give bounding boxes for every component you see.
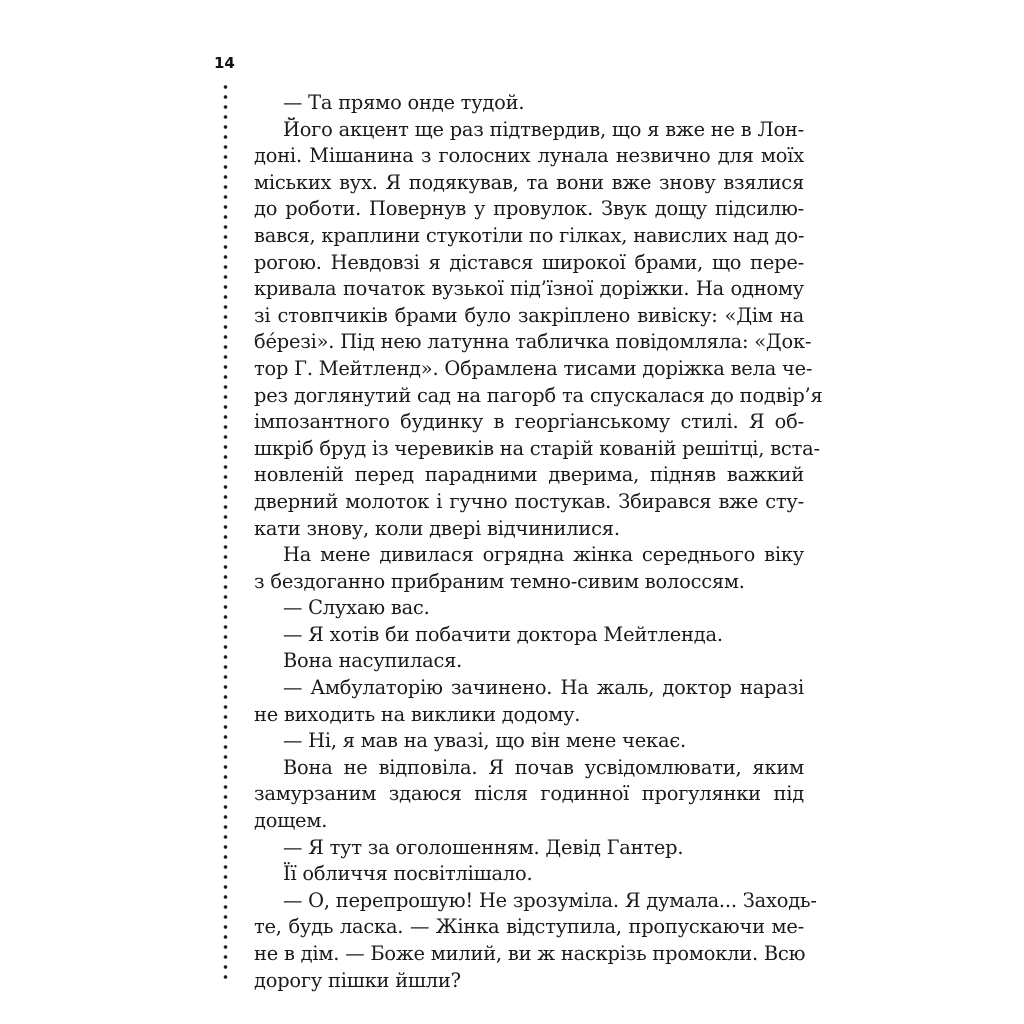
- text-line: рез доглянутий сад на пагорб та спускалася до подвір’я: [254, 383, 823, 407]
- text-line: кривала початок вузької під’їзної доріжки. На одному: [254, 277, 804, 301]
- text-line: замурзаним здаюся після годинної прогулянки під: [254, 782, 804, 806]
- text-line: новленій перед парадними дверима, підняв важкий: [254, 463, 804, 487]
- text-line: не виходить на виклики додому.: [254, 702, 581, 726]
- text-line: до роботи. Повернув у провулок. Звук дощу підсилю-: [254, 197, 804, 221]
- text-line: доні. Мішанина з голосних лунала незвично для моїх: [254, 144, 804, 168]
- text-line: Її обличчя посвітлішало.: [283, 862, 533, 886]
- text-line: — Я тут за оголошенням. Девід Гантер.: [283, 835, 684, 859]
- text-line: зі стовпчиків брами було закріплено вивіску: «Дім на: [254, 303, 804, 327]
- text-line: На мене дивилася огрядна жінка середнього віку: [283, 543, 804, 567]
- text-line: імпозантного будинку в георгіанському стилі. Я об-: [254, 410, 804, 434]
- text-line: дорогу пішки йшли?: [254, 968, 461, 992]
- text-line: тор Г. Мейтленд». Обрамлена тисами доріжка вела че-: [254, 356, 813, 380]
- text-line: Вона насупилася.: [283, 649, 463, 673]
- body-text: [254, 90, 823, 994]
- text-line: — О, перепрошую! Не зрозуміла. Я думала... Заходь-: [283, 888, 817, 912]
- text-line: кати знову, коли двері відчинилися.: [254, 516, 620, 540]
- text-line: не в дім. — Боже милий, ви ж наскрізь промокли. Всю: [254, 942, 806, 965]
- text-line: Вона не відповіла. Я почав усвідомлювати, яким: [283, 755, 804, 779]
- text-line: бéрезі». Під нею латунна табличка повідомляла: «Док-: [254, 330, 812, 354]
- text-line: шкріб бруд із черевиків на старій кованій решітці, вста-: [254, 436, 820, 460]
- text-line: рогою. Невдовзі я дістався широкої брами, що пере-: [254, 250, 804, 274]
- text-line: — Амбулаторію зачинено. На жаль, доктор наразі: [283, 676, 804, 700]
- text-line: дощем.: [254, 809, 328, 833]
- text-line: вався, краплини стукотіли по гілках, навислих над до-: [254, 223, 805, 247]
- dotted-margin-rule: [223, 82, 228, 984]
- text-line: — Слухаю вас.: [283, 596, 430, 620]
- text-line: міських вух. Я подякував, та вони вже знову взялися: [254, 170, 804, 194]
- page-number: 14: [214, 54, 235, 72]
- text-line: дверний молоток і гучно постукав. Збирався вже сту-: [254, 489, 804, 513]
- text-line: — Я хотів би побачити доктора Мейтленда.: [283, 622, 723, 646]
- text-line: Його акцент ще раз підтвердив, що я вже не в Лон-: [283, 117, 804, 141]
- text-line: — Ні, я мав на увазі, що він мене чекає.: [283, 729, 686, 753]
- text-line: те, будь ласка. — Жінка відступила, пропускаючи ме-: [254, 915, 804, 939]
- text-line: — Та прямо онде тудой.: [283, 91, 525, 114]
- text-line: з бездоганно прибраним темно-сивим волоссям.: [254, 569, 745, 593]
